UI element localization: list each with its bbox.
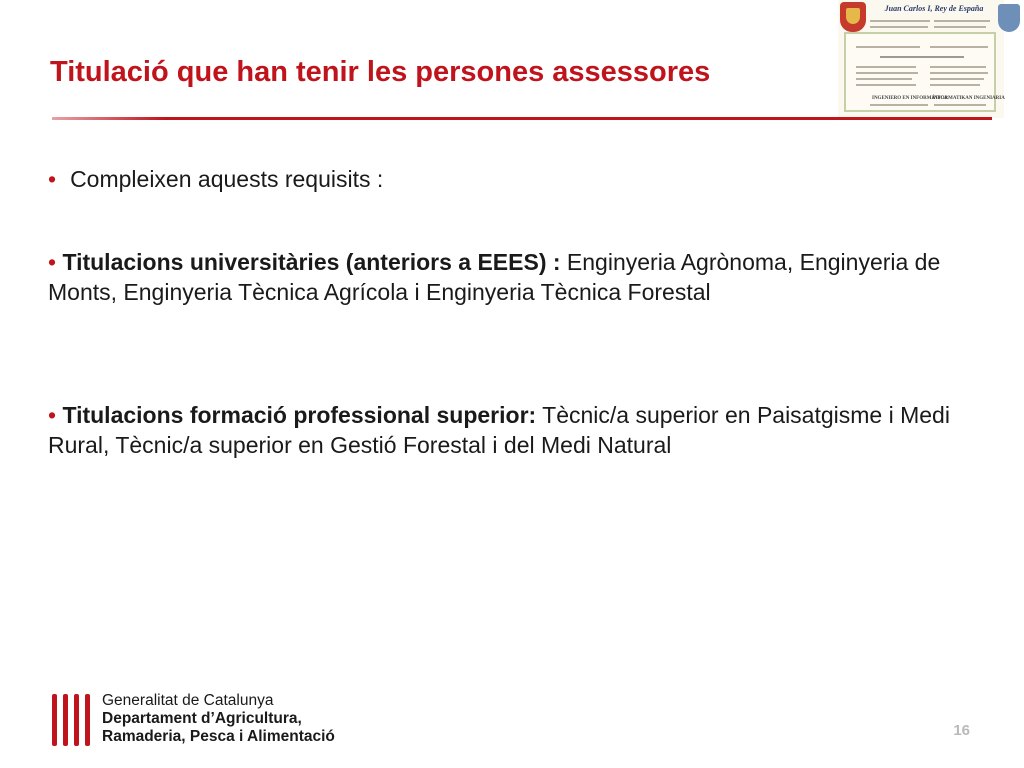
title-underline [52, 117, 992, 120]
page-number: 16 [953, 722, 970, 739]
diploma-text-line [856, 72, 918, 74]
diploma-text-line [930, 46, 988, 48]
diploma-text-line [870, 104, 928, 106]
organization-name [102, 692, 335, 746]
diploma-label-right: INFORMATIKAN INGENIARIA [932, 96, 1005, 101]
requirement-vocational [48, 400, 988, 460]
intro-bullet [48, 166, 383, 193]
diploma-text-line [870, 20, 930, 22]
diploma-text-line [856, 84, 916, 86]
org-line-1: Generalitat de Catalunya [102, 692, 274, 709]
diploma-text-line [930, 78, 984, 80]
diploma-text-line [934, 20, 990, 22]
bullet-icon: • [48, 402, 57, 428]
diploma-text-line [930, 66, 986, 68]
coat-of-arms-basque-icon [998, 4, 1020, 32]
diploma-text-line [934, 104, 986, 106]
intro-bullet-text: Compleixen aquests requisits : [70, 166, 384, 192]
requirement-university [48, 247, 988, 307]
org-line-3: Ramaderia, Pesca i Alimentació [102, 728, 335, 745]
diploma-text-line [930, 84, 980, 86]
diploma-heading: Juan Carlos I, Rey de España [884, 4, 984, 13]
coat-of-arms-spain-icon [840, 2, 866, 32]
requirement-university-heading: Titulacions universitàries (anteriors a EEES) : [62, 249, 561, 275]
diploma-text-line [870, 26, 928, 28]
slide-title: Titulació que han tenir les persones assessores [50, 56, 711, 88]
generalitat-logo-icon [52, 694, 90, 746]
diploma-text-line [934, 26, 986, 28]
requirement-vocational-text: Tècnic/a superior en Paisatgisme i Medi Rural, Tècnic/a superior en Gestió Forestal i del Medi Natural [48, 402, 950, 458]
bullet-icon: • [48, 249, 57, 275]
bullet-icon: • [48, 166, 57, 192]
diploma-text-line [856, 46, 920, 48]
diploma-text-line [856, 78, 912, 80]
requirement-vocational-heading: Titulacions formació professional superior: [62, 402, 537, 428]
diploma-name-line [880, 56, 964, 58]
org-line-2: Departament d’Agricultura, [102, 710, 302, 727]
diploma-label-left: INGENIERO EN INFORMÁTICA [872, 96, 948, 101]
diploma-text-line [930, 72, 988, 74]
requirement-university-text: Enginyeria Agrònoma, Enginyeria de Monts, Enginyeria Tècnica Agrícola i Enginyeria Tècnica Forestal [48, 249, 941, 305]
diploma-text-line [856, 66, 916, 68]
